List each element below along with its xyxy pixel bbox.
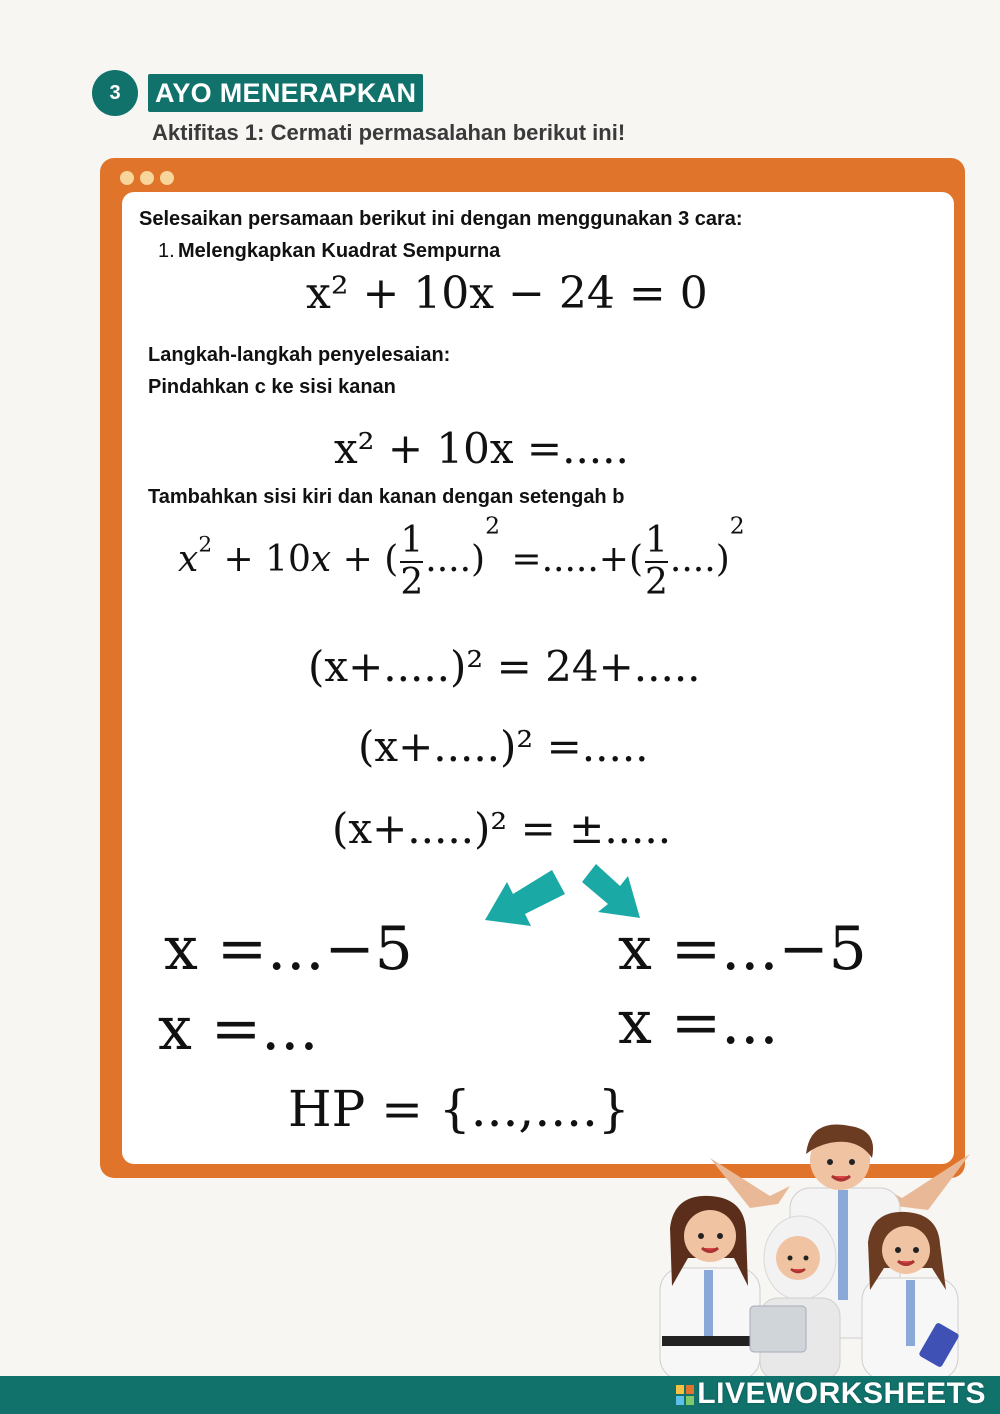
window-dot-icon	[160, 171, 174, 185]
equation-step-2: $x^2 + 10x$ + ( $\frac{1}{2}$ ....)$^2$ =.....+( $\frac{1}{2}$ ....)$^2$	[178, 511, 745, 603]
fraction-half: $\frac{1}{2}$	[400, 520, 424, 603]
left-root-line-1: x =...−5	[164, 914, 413, 984]
arrow-down-right-icon	[578, 860, 648, 922]
section-number-badge	[92, 70, 138, 116]
steps-heading: Langkah-langkah penyelesaian:	[148, 344, 451, 366]
method-number: 1.	[158, 240, 175, 262]
brand-text: LIVEWORKSHEETS	[697, 1377, 986, 1410]
fraction-half: $\frac{1}{2}$	[645, 520, 668, 603]
equation-step-4: (x+.....)² =.....	[358, 722, 649, 771]
equation-step-5: (x+.....)² = ±.....	[332, 804, 672, 853]
liveworksheets-logo-icon	[675, 1384, 695, 1406]
brand-logo	[675, 1377, 986, 1411]
section-title: AYO MENERAPKAN	[148, 74, 423, 112]
window-dot-icon	[120, 171, 134, 185]
right-root-line-2: x =...	[618, 988, 779, 1058]
method-label: Melengkapkan Kuadrat Sempurna	[178, 240, 501, 262]
section-number: 3	[109, 81, 121, 104]
equation-step-1: x² + 10x =.....	[334, 424, 629, 473]
step-1-text: Pindahkan c ke sisi kanan	[148, 376, 396, 398]
window-dot-icon	[140, 171, 154, 185]
worksheet-content	[122, 192, 954, 1164]
right-root-line-1: x =...−5	[618, 914, 867, 984]
solution-set: HP = {...,....}	[288, 1080, 630, 1138]
instruction-text: Selesaikan persamaan berikut ini dengan menggunakan 3 cara:	[139, 208, 743, 230]
equation-main-text: x² + 10x − 24 = 0	[306, 268, 708, 319]
step-2-text: Tambahkan sisi kiri dan kanan dengan setengah b	[148, 486, 625, 508]
worksheet-card	[100, 158, 965, 1178]
arrow-down-left-icon	[477, 862, 567, 932]
left-root-line-2: x =...	[158, 994, 319, 1064]
students-illustration	[640, 1118, 990, 1380]
equation-main	[306, 268, 708, 319]
activity-title: Aktifitas 1: Cermati permasalahan berikut ini!	[152, 120, 626, 145]
equation-step-3: (x+.....)² = 24+.....	[308, 642, 701, 691]
